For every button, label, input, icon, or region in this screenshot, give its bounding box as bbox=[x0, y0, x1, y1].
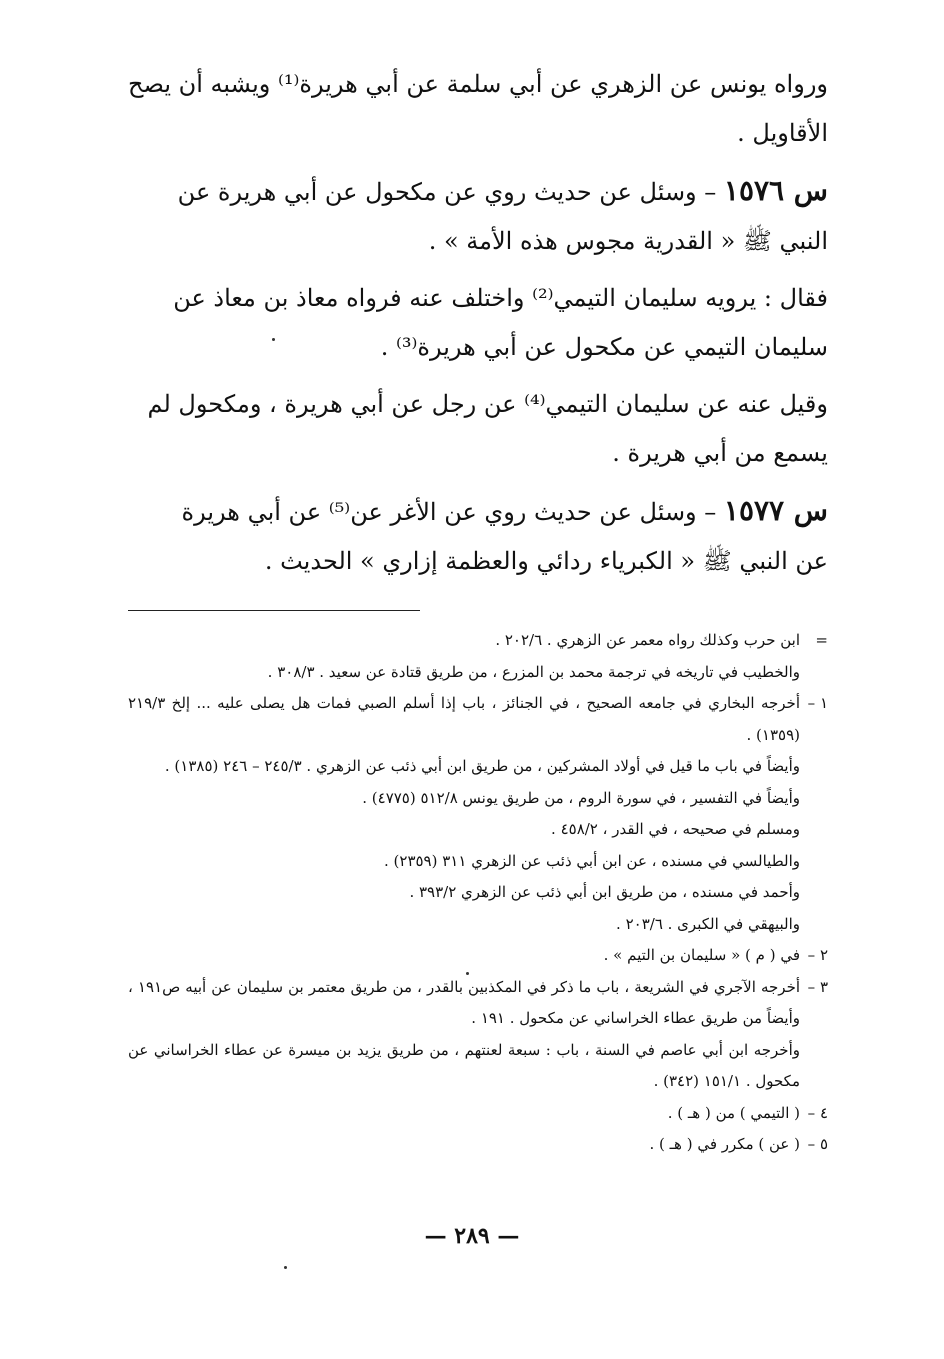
footnote-number bbox=[800, 751, 828, 783]
footnote bbox=[128, 814, 828, 846]
footnote-text: أخرجه البخاري في جامعه الصحيح ، في الجنائز ، باب إذا أسلم الصبي فمات هل يصلى عليه ... إلخ ٢١٩/٣ (١٣٥٩) . bbox=[128, 694, 800, 744]
footnote-number bbox=[800, 909, 828, 941]
page-content bbox=[128, 60, 828, 1161]
text-line: عن النبي ﷺ « الكبرياء ردائي والعظمة إزاري » الحديث . bbox=[264, 547, 828, 575]
footnote bbox=[128, 625, 828, 657]
footnote bbox=[128, 972, 828, 1035]
text-line: – وسئل عن حديث روي عن مكحول عن أبي هريرة عن bbox=[177, 178, 724, 206]
text-line: فقال : يرويه سليمان التيمي⁽²⁾ واختلف عنه فرواه معاذ بن معاذ عن bbox=[173, 284, 828, 312]
footnote-text: والخطيب في تاريخه في ترجمة محمد بن المزرع ، من طريق قتادة عن سعيد . ٣٠٨/٣ . bbox=[267, 662, 800, 681]
text-line: يسمع من أبي هريرة . bbox=[612, 439, 828, 467]
text-line: وقيل عنه عن سليمان التيمي⁽⁴⁾ عن رجل عن أبي هريرة ، ومكحول لم bbox=[147, 390, 828, 418]
text-line: النبي ﷺ « القدرية مجوس هذه الأمة » . bbox=[428, 227, 828, 255]
footnote-text: ( التيمي ) من ( هـ ) . bbox=[667, 1103, 800, 1122]
speck bbox=[466, 972, 469, 975]
footnote bbox=[128, 657, 828, 689]
footnote bbox=[128, 940, 828, 972]
footnote bbox=[128, 783, 828, 815]
text-line: ورواه يونس عن الزهري عن أبي سلمة عن أبي هريرة⁽¹⁾ ويشبه أن يصح bbox=[128, 70, 828, 98]
footnote-text: ابن حرب وكذلك رواه معمر عن الزهري . ٢٠٢/٦ . bbox=[495, 631, 800, 649]
footnote-number bbox=[800, 783, 828, 815]
footnote-number: ١ – bbox=[807, 694, 828, 712]
footnote-number bbox=[800, 1035, 828, 1098]
question-number: س ١٥٧٦ bbox=[723, 174, 828, 207]
footnote bbox=[128, 1035, 828, 1098]
paragraph bbox=[128, 60, 828, 158]
footnote bbox=[128, 846, 828, 878]
question-1577 bbox=[128, 486, 828, 586]
footnote-text: ومسلم في صحيحه ، في القدر ، ٤٥٨/٢ . bbox=[551, 820, 800, 838]
main-text bbox=[128, 60, 828, 586]
footnote bbox=[128, 909, 828, 941]
footnote-text: والطيالسي في مسنده ، عن ابن أبي ذئب عن الزهري ٣١١ (٢٣٥٩) . bbox=[384, 851, 800, 870]
footnote-number: = bbox=[815, 631, 828, 649]
footnote-number bbox=[800, 846, 828, 878]
footnote-text: والبيهقي في الكبرى . ٢٠٣/٦ . bbox=[616, 914, 800, 933]
footnote bbox=[128, 751, 828, 783]
footnote-text: وأحمد في مسنده ، من طريق ابن أبي ذئب عن الزهري ٣٩٣/٢ . bbox=[409, 883, 800, 901]
footnote-text: أخرجه الآجري في الشريعة ، باب ما ذكر في المكذبين بالقدر ، من طريق معتمر بن سليمان عن أبيه ص١٩١ ، وأيضاً من طريق عطاء الخراساني عن مكحول . ١٩١ . bbox=[128, 977, 801, 1027]
footnote-number: ٥ – bbox=[807, 1135, 828, 1153]
footnote bbox=[128, 688, 828, 751]
text-line: – وسئل عن حديث روي عن الأغر عن⁽⁵⁾ عن أبي هريرة bbox=[181, 498, 724, 526]
footnotes bbox=[128, 625, 828, 1161]
footnote bbox=[128, 1098, 828, 1130]
footnote bbox=[128, 1129, 828, 1161]
footnote-number: ٣ – bbox=[807, 977, 828, 996]
footnote-text: وأخرجه ابن أبي عاصم في السنة ، باب : سبعة لعنتهم ، من طريق يزيد بن ميسرة عن عطاء الخراساني عن مكحول . ١٥١/١ (٣٤٢) . bbox=[128, 1040, 800, 1090]
footnote-number bbox=[800, 814, 828, 846]
speck bbox=[272, 338, 275, 341]
speck bbox=[284, 1266, 287, 1269]
paragraph bbox=[128, 274, 828, 372]
footnote-text: ( عن ) مكرر في ( هـ ) . bbox=[649, 1135, 800, 1153]
paragraph bbox=[128, 380, 828, 478]
footnote-number: ٢ – bbox=[807, 946, 828, 964]
text-line: الأقاويل . bbox=[737, 119, 828, 147]
footnote-number: ٤ – bbox=[807, 1103, 828, 1122]
footnote bbox=[128, 877, 828, 909]
footnote-text: في ( م ) « سليمان بن التيم » . bbox=[603, 946, 800, 964]
footnote-text: وأيضاً في باب ما قيل في أولاد المشركين ، من طريق ابن أبي ذئب عن الزهري . ٢٤٥/٣ – ٢٤٦ (١٣٨٥) . bbox=[164, 757, 800, 775]
footnote-number bbox=[800, 657, 828, 689]
page-number: — ٢٨٩ — bbox=[424, 1223, 520, 1249]
question-number: س ١٥٧٧ bbox=[723, 494, 828, 527]
footnote-divider bbox=[128, 610, 420, 611]
question-1576 bbox=[128, 166, 828, 266]
footnote-text: وأيضاً في التفسير ، في سورة الروم ، من طريق يونس ٥١٢/٨ (٤٧٧٥) . bbox=[362, 788, 800, 807]
footnote-number bbox=[800, 877, 828, 909]
text-line: سليمان التيمي عن مكحول عن أبي هريرة⁽³⁾ . bbox=[380, 333, 828, 361]
